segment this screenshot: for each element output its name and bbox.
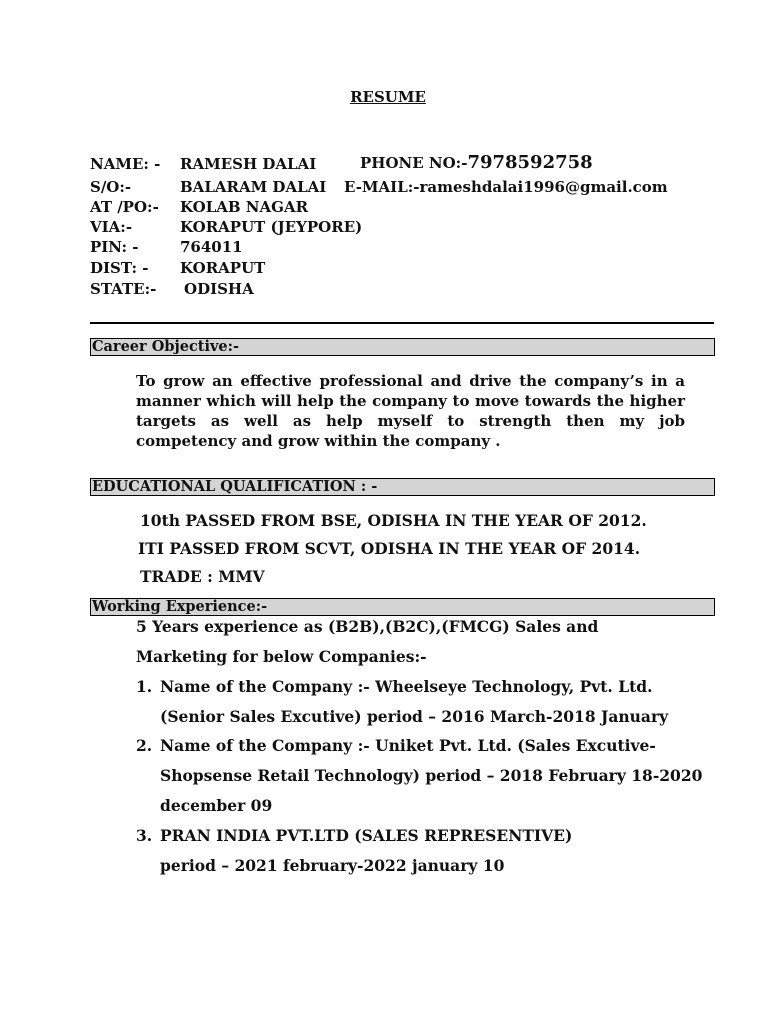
experience-item-line: december 09 bbox=[160, 796, 273, 815]
atpo-label: AT /PO:- bbox=[90, 198, 159, 216]
experience-item-number: 1. bbox=[136, 677, 153, 696]
state-value: ODISHA bbox=[184, 280, 254, 298]
education-line: 10th PASSED FROM BSE, ODISHA IN THE YEAR OF 2012. bbox=[140, 511, 647, 530]
career-objective-text: To grow an effective professional and drive the company’s in a manner which will help the company to move towards the higher targets as well as help myself to strength then my job competency and grow within the company . bbox=[136, 372, 685, 450]
so-value: BALARAM DALAI bbox=[180, 178, 327, 196]
dist-label: DIST: - bbox=[90, 259, 149, 277]
state-label: STATE:- bbox=[90, 280, 157, 298]
phone-field bbox=[360, 152, 593, 173]
email-label: E-MAIL:- bbox=[344, 178, 420, 196]
via-label: VIA:- bbox=[90, 218, 133, 236]
atpo-value: KOLAB NAGAR bbox=[180, 198, 309, 216]
phone-label: PHONE NO:- bbox=[360, 154, 468, 172]
experience-intro: 5 Years experience as (B2B),(B2C),(FMCG) Sales and bbox=[136, 617, 599, 636]
career-objective-heading: Career Objective:- bbox=[90, 338, 715, 356]
experience-item-number: 3. bbox=[136, 826, 153, 845]
experience-item-line: period – 2021 february-2022 january 10 bbox=[160, 856, 505, 875]
so-label: S/O:- bbox=[90, 178, 132, 196]
resume-title: RESUME bbox=[350, 88, 426, 106]
experience-item-line: Name of the Company :- Uniket Pvt. Ltd. (Sales Excutive- bbox=[160, 736, 656, 755]
experience-item-line: Name of the Company :- Wheelseye Technology, Pvt. Ltd. bbox=[160, 677, 653, 696]
education-line: ITI PASSED FROM SCVT, ODISHA IN THE YEAR OF 2014. bbox=[138, 539, 641, 558]
name-value: RAMESH DALAI bbox=[180, 155, 317, 173]
name-label: NAME: - bbox=[90, 155, 161, 173]
experience-item-number: 2. bbox=[136, 736, 153, 755]
via-value: KORAPUT (JEYPORE) bbox=[180, 218, 363, 236]
email-field bbox=[344, 178, 668, 196]
experience-item-line: Shopsense Retail Technology) period – 2018 February 18-2020 bbox=[160, 766, 703, 785]
pin-value: 764011 bbox=[180, 238, 243, 256]
section-divider bbox=[90, 322, 714, 324]
phone-value: 7978592758 bbox=[467, 152, 593, 173]
education-heading: EDUCATIONAL QUALIFICATION : - bbox=[90, 478, 715, 496]
email-value: rameshdalai1996@gmail.com bbox=[419, 178, 668, 196]
pin-label: PIN: - bbox=[90, 238, 139, 256]
experience-item-line: (Senior Sales Excutive) period – 2016 March-2018 January bbox=[160, 707, 669, 726]
experience-heading: Working Experience:- bbox=[90, 598, 715, 616]
dist-value: KORAPUT bbox=[180, 259, 266, 277]
experience-intro: Marketing for below Companies:- bbox=[136, 647, 427, 666]
experience-item-line: PRAN INDIA PVT.LTD (SALES REPRESENTIVE) bbox=[160, 826, 573, 845]
education-line: TRADE : MMV bbox=[140, 567, 265, 586]
